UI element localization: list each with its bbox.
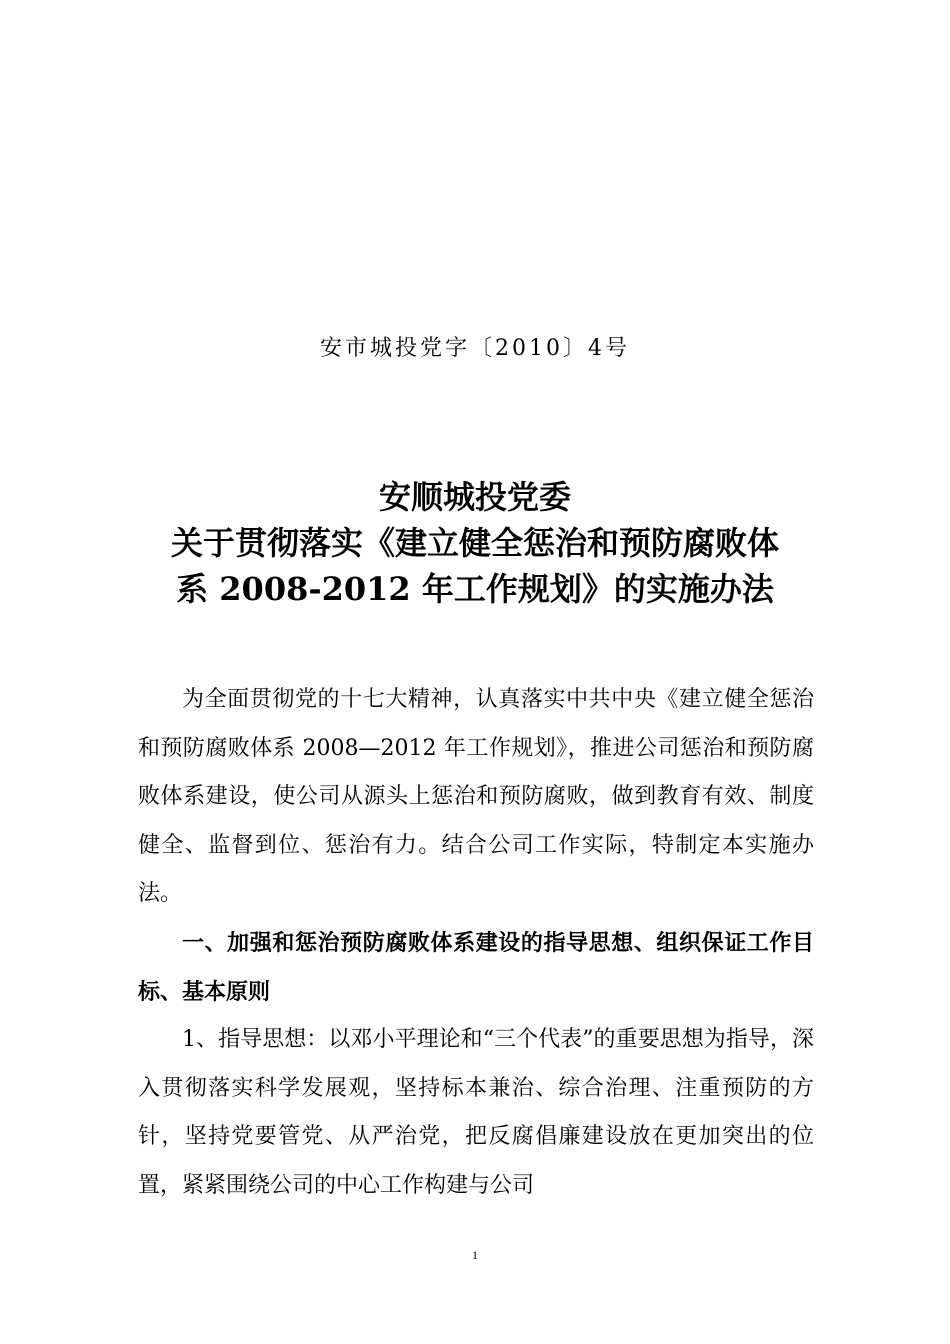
guiding-ideology-paragraph: 1、指导思想：以邓小平理论和“三个代表”的重要思想为指导，深入贯彻落实科学发展观，坚持标本兼治、综合治理、注重预防的方针，坚持党要管党、从严治党，把反腐倡廉建设放在更加突出的位置，紧紧围绕公司的中心工作构建与公司: [138, 1027, 814, 1198]
section-heading-1: 一、加强和惩治预防腐败体系建设的指导思想、组织保证工作目标、基本原则: [138, 929, 814, 1005]
title-line-2: 关于贯彻落实《建立健全惩治和预防腐败体: [170, 524, 779, 562]
page-number: 1: [472, 1248, 478, 1262]
document-number: 安市城投党字〔2010〕4号: [320, 336, 630, 361]
document-title: [0, 474, 950, 612]
title-line-3: 系 2008-2012 年工作规划》的实施办法: [176, 570, 774, 608]
intro-paragraph: 为全面贯彻党的十七大精神，认真落实中共中央《建立健全惩治和预防腐败体系 2008—2012 年工作规划》，推进公司惩治和预防腐败体系建设，使公司从源头上惩治和预防腐败，做到教育有效、制度健全、监督到位、惩治有力。结合公司工作实际，特制定本实施办法。: [138, 687, 814, 907]
document-body: [138, 676, 814, 1211]
title-line-1: 安顺城投党委: [378, 478, 571, 516]
